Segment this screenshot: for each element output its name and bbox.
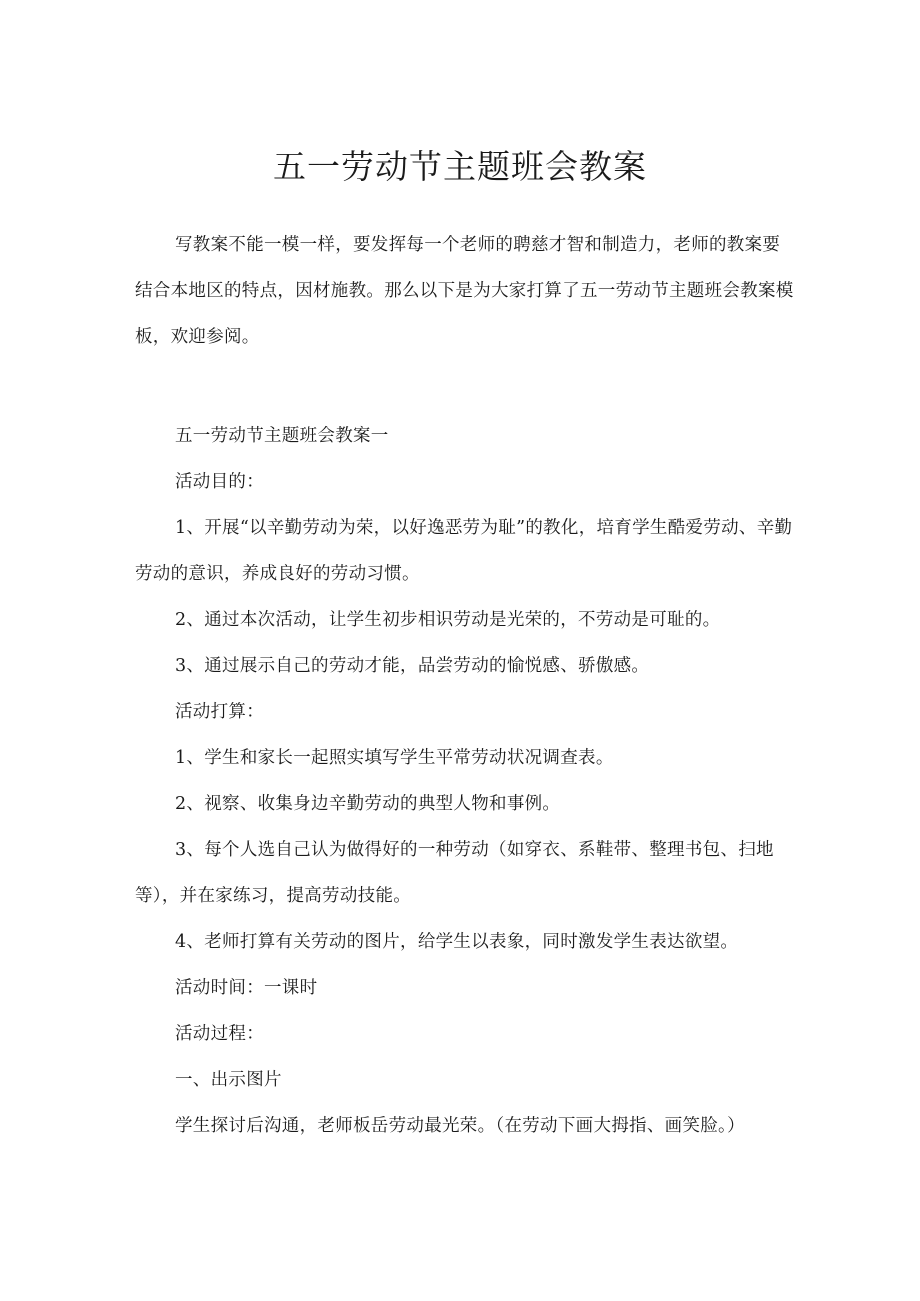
intro-paragraph: 写教案不能一模一样，要发挥每一个老师的聘慈才智和制造力，老师的教案要结合本地区的特点，因材施教。那么以下是为大家打算了五一劳动节主题班会教案模板，欢迎参阅。 (135, 235, 794, 347)
preparation-item: 4、老师打算有关劳动的图片，给学生以表象，同时激发学生表达欲望。 (175, 932, 739, 952)
activity-time: 活动时间：一课时 (175, 978, 318, 998)
goal-item: 3、通过展示自己的劳动才能，品尝劳动的愉悦感、骄傲感。 (175, 656, 650, 676)
goal-item: 2、通过本次活动，让学生初步相识劳动是光荣的，不劳动是可耻的。 (175, 610, 721, 630)
subheading-process: 活动过程： (175, 1024, 264, 1044)
document-title: 五一劳动节主题班会教案 (273, 147, 647, 186)
intro-block (135, 222, 795, 360)
content-block (135, 413, 795, 1149)
process-step-text: 学生探讨后沟通，老师板岳劳动最光荣。（在劳动下画大拇指、画笑脸。） (175, 1116, 745, 1136)
preparation-item: 3、每个人选自己认为做得好的一种劳动（如穿衣、系鞋带、整理书包、扫地等），并在家练习，提高劳动技能。 (135, 840, 774, 906)
section-heading: 五一劳动节主题班会教案一 (175, 426, 389, 446)
subheading-goals: 活动目的： (175, 472, 264, 492)
subheading-preparation: 活动打算： (175, 702, 264, 722)
goal-item: 1、开展“以辛勤劳动为荣，以好逸恶劳为耻”的教化，培育学生酷爱劳动、辛勤劳动的意识，养成良好的劳动习惯。 (135, 518, 793, 584)
preparation-item: 2、视察、收集身边辛勤劳动的典型人物和事例。 (175, 794, 561, 814)
process-step-heading: 一、出示图片 (175, 1070, 282, 1090)
preparation-item: 1、学生和家长一起照实填写学生平常劳动状况调查表。 (175, 748, 614, 768)
